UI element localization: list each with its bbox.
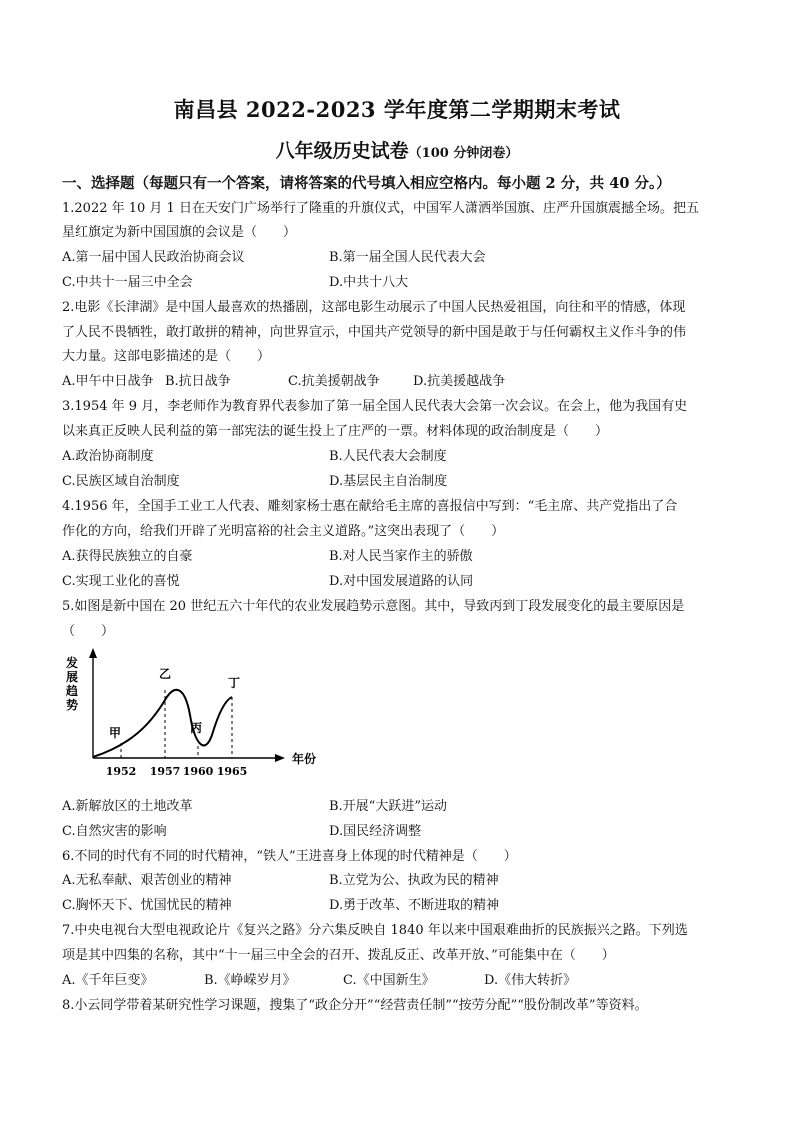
q3-option-d: D.基层民主自治制度 [329, 474, 448, 489]
q1-option-b: B.第一届全国人民代表大会 [329, 250, 486, 265]
q2-option-b: B.抗日战争 [165, 374, 231, 389]
q4-stem-line: 4.1956 年，全国手工业工人代表、雕刻家杨士惠在献给毛主席的喜报信中写到：“毛主席、共产党指出了合 [62, 499, 678, 514]
exam-subtitle [0, 136, 794, 163]
q5-option-c: C.自然灾害的影响 [62, 824, 167, 839]
y-axis-label-char: 趋 [66, 684, 79, 698]
q5-option-d: D.国民经济调整 [329, 824, 422, 839]
q1-option-a: A.第一届中国人民政治协商会议 [62, 250, 245, 265]
x-tick-label: 1960 [182, 765, 214, 778]
q8-stem-line: 8.小云同学带着某研究性学习课题，搜集了“政企分开”“经营责任制”“按劳分配”“股份制改革”等资料。 [62, 998, 648, 1013]
y-axis-arrow [89, 648, 97, 658]
q5-option-b: B.开展“大跃进”运动 [329, 799, 447, 814]
y-axis-label-char: 发 [66, 656, 79, 670]
q2-option-a: A.甲午中日战争 [62, 374, 154, 389]
trend-line [93, 690, 232, 757]
q2-option-c: C.抗美援朝战争 [288, 374, 380, 389]
point-label: 丁 [228, 676, 241, 690]
q4-option-b: B.对人民当家作主的骄傲 [329, 549, 473, 564]
subtitle-text: 八年级历史试卷 [275, 140, 409, 162]
q7-option-d: D.《伟大转折》 [484, 973, 577, 988]
q2-option-d: D.抗美援越战争 [413, 374, 506, 389]
q7-stem-line: 项是其中四集的名称，其中“十一届三中全会的召开、拨乱反正、改革开放、”可能集中在（ ） [62, 948, 615, 963]
q7-option-a: A.《千年巨变》 [62, 973, 154, 988]
q4-stem-line: 作化的方向，给我们开辟了光明富裕的社会主义道路。”这突出表现了（ ） [62, 524, 505, 539]
agriculture-trend-chart [60, 645, 360, 780]
q3-stem-line: 以来真正反映人民利益的第一部宪法的诞生投上了庄严的一票。材料体现的政治制度是（ ） [62, 424, 609, 439]
x-tick-label: 1957 [149, 765, 181, 778]
point-label: 乙 [159, 667, 172, 681]
q5-stem-line: 5.如图是新中国在 20 世纪五六十年代的农业发展趋势示意图。其中，导致丙到丁段发展变化的最主要原因是 [62, 599, 685, 614]
q6-option-d: D.勇于改革、不断进取的精神 [329, 898, 500, 913]
exam-title: 南昌县 2022-2023 学年度第二学期期末考试 [173, 97, 621, 122]
q3-option-b: B.人民代表大会制度 [329, 449, 447, 464]
q2-stem-line: 大力量。这部电影描述的是（ ） [62, 349, 271, 364]
q7-stem-line: 7.中央电视台大型电视政论片《复兴之路》分六集反映自 1840 年以来中国艰难曲折的民族振兴之路。下列选 [62, 923, 688, 938]
subtitle-note: （100 分钟闭卷） [408, 146, 519, 161]
q1-option-c: C.中共十一届三中全会 [62, 275, 193, 290]
point-label: 甲 [109, 726, 122, 740]
y-axis-label-char: 势 [66, 698, 79, 712]
q7-option-c: C.《中国新生》 [343, 973, 435, 988]
q6-option-c: C.胸怀天下、忧国忧民的精神 [62, 898, 232, 913]
x-tick-label: 1952 [105, 765, 137, 778]
q5-stem-line: （ ） [62, 624, 115, 639]
q4-option-c: C.实现工业化的喜悦 [62, 574, 180, 589]
q2-stem-line: 2.电影《长津湖》是中国人最喜欢的热播剧，这部电影生动展示了中国人民热爱祖国，向往和平的情感，体现 [62, 300, 686, 315]
q1-option-d: D.中共十八大 [329, 275, 409, 290]
section-title: 一、选择题（每题只有一个答案，请将答案的代号填入相应空格内。每小题 2 分，共 40 分。） [62, 175, 671, 192]
y-axis-label-char: 展 [66, 670, 79, 684]
q7-option-b: B.《峥嵘岁月》 [204, 973, 296, 988]
q3-stem-line: 3.1954 年 9 月，李老师作为教育界代表参加了第一届全国人民代表大会第一次会议。在会上，他为我国有史 [62, 399, 688, 414]
q6-option-b: B.立党为公、执政为民的精神 [329, 873, 499, 888]
q6-option-a: A.无私奉献、艰苦创业的精神 [62, 873, 232, 888]
x-tick-label: 1965 [216, 765, 248, 778]
q3-option-a: A.政治协商制度 [62, 449, 154, 464]
point-label: 丙 [190, 721, 203, 735]
q2-stem-line: 了人民不畏牺牲，敢打敢拼的精神，向世界宣示，中国共产党领导的新中国是敢于与任何霸权主义作斗争的伟 [62, 325, 687, 340]
q4-option-a: A.获得民族独立的自豪 [62, 549, 193, 564]
q1-stem-line: 星红旗定为新中国国旗的会议是（ ） [62, 225, 297, 240]
y-axis-label [65, 655, 78, 712]
q4-option-d: D.对中国发展道路的认同 [329, 574, 474, 589]
q1-stem-line: 1.2022 年 10 月 1 日在天安门广场举行了隆重的升旗仪式，中国军人潇洒举国旗、庄严升国旗震撼全场。把五 [62, 201, 699, 216]
q3-option-c: C.民族区域自治制度 [62, 474, 180, 489]
q5-option-a: A.新解放区的土地改革 [62, 799, 193, 814]
x-axis-arrow [275, 754, 285, 762]
q6-stem-line: 6.不同的时代有不同的时代精神，“铁人”王进喜身上体现的时代精神是（ ） [62, 849, 517, 864]
x-axis-label: 年份 [292, 752, 317, 766]
